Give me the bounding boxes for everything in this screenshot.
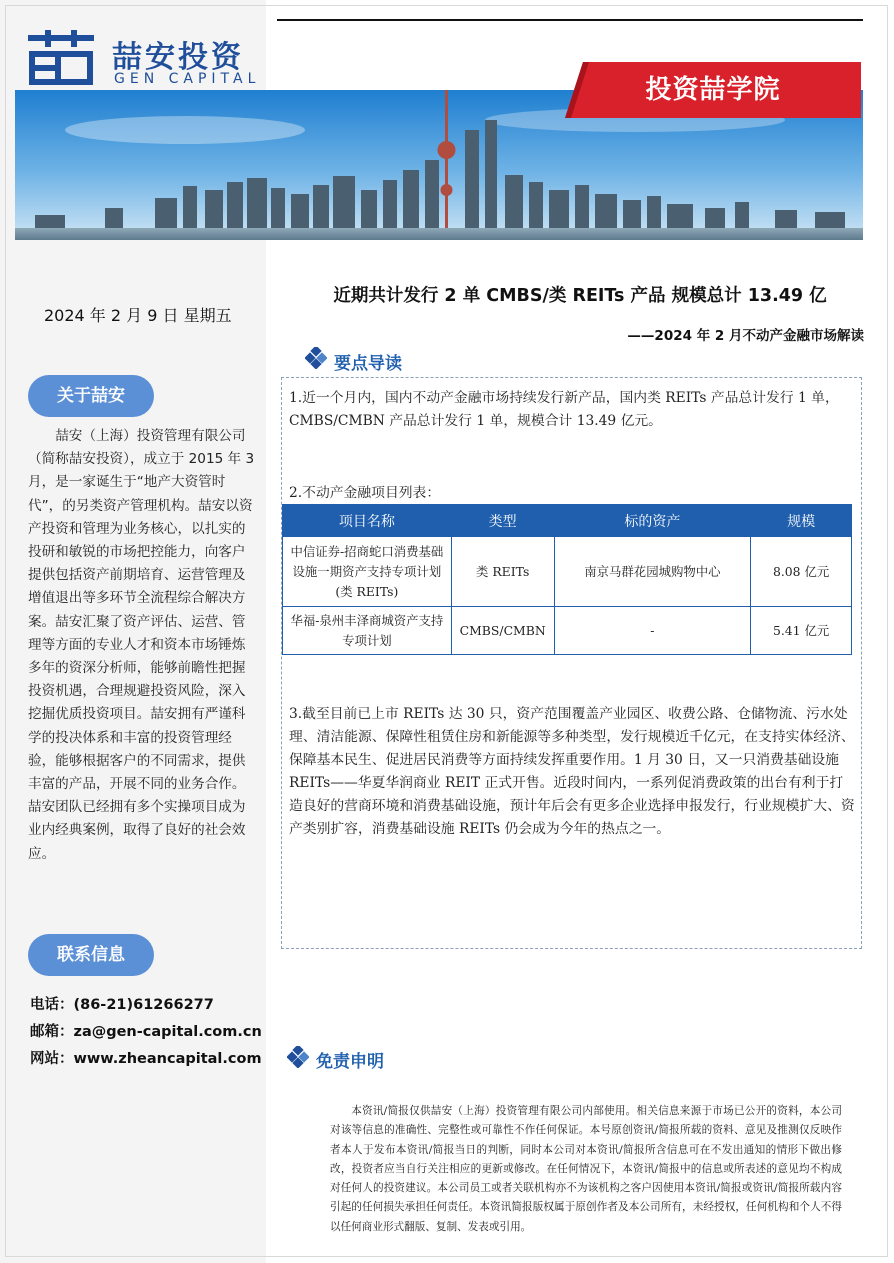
col-header-type: 类型 [451,505,554,537]
disclaimer-body: 本资讯/简报仅供喆安（上海）投资管理有限公司内部使用。相关信息来源于市场已公开的资料，本公司对该等信息的准确性、完整性或可靠性不作任何保证。本号原创资讯/简报所载的资料、意见及推测仅反映作者本人于发布本资讯/简报当日的判断，同时本公司对本资讯/简报所含信息可在不发出通知的情形下做出修改，投资者应当自行关注相应的更新或修改。在任何情况下，本资讯/简报中的信息或所表述的意见均不构成对任何人的投资建议。本公司员工或者关联机构亦不为该机构之客户因使用本资讯/简报或资讯/简报所载内容引起的任何损失承担任何责任。本资讯简报版权属于原创作者及本公司所有，未经授权，任何机构和个人不得以任何商业形式翻版、复制、发表或引用。 [330,1105,842,1233]
disclaimer-heading: 免责申明 [316,1052,384,1072]
cell-type: 类 REITs [451,537,554,607]
keypoints-heading: 要点导读 [334,354,402,374]
brand-name-en: GEN CAPITAL [114,71,261,87]
article-title: 近期共计发行 2 单 CMBS/类 REITs 产品 规模总计 13.49 亿 [333,286,827,306]
cell-asset: - [554,607,751,655]
about-body: 喆安（上海）投资管理有限公司（简称喆安投资），成立于 2015 年 3 月，是一家诞生于“地产大资管时代”，的另类资产管理机构。喆安以资产投资和管理为业务核心，以扎实的投研和敏锐的市场把控能力，向客户提供包括资产前期培育、运营管理及增值退出等多环节全流程综合解决方案。喆安汇聚了资产评估、运营、管理等方面的专业人才和资本市场锤炼多年的资深分析师，能够前瞻性把握投资机遇，合理规避投资风险，深入挖掘优质投资项目。喆安拥有严谨科学的投决体系和丰富的投资管理经验，能够根据客户的不同需求，提供丰富的产品，开展不同的业务合作。喆安团队已经拥有多个实操项目成为业内经典案例，取得了良好的社会效应。 [28,428,255,862]
col-header-asset: 标的资产 [554,505,751,537]
diamond-bullet-icon [287,1046,309,1068]
table-row [283,537,852,607]
about-heading: 关于喆安 [28,375,154,417]
gen-capital-logo-mark [28,30,94,88]
contact-website[interactable]: 网站：www.zheancapital.com [30,1051,262,1067]
contact-heading: 联系信息 [28,934,154,976]
col-header-name: 项目名称 [283,505,452,537]
diamond-bullet-icon [305,347,327,369]
cell-asset: 南京马群花园城购物中心 [554,537,751,607]
col-header-scale: 规模 [751,505,852,537]
brand-name-cn: 喆安投资 [112,40,244,75]
keypoint-1: 1.近一个月内，国内不动产金融市场持续发行新产品，国内类 REITs 产品总计发行 1 单，CMBS/CMBN 产品总计发行 1 单，规模合计 13.49 亿元。 [289,390,839,429]
keypoints-box [281,377,862,949]
cell-scale: 8.08 亿元 [751,537,852,607]
table-header-row [283,505,852,537]
cell-scale: 5.41 亿元 [751,607,852,655]
contact-email[interactable]: 邮箱：za@gen-capital.com.cn [30,1024,262,1040]
header-rule [277,19,863,21]
keypoint-2-label: 2.不动产金融项目列表： [289,485,441,501]
cell-name: 华福-泉州丰泽商城资产支持专项计划 [283,607,452,655]
cell-name: 中信证券-招商蛇口消费基础设施一期资产支持专项计划(类 REITs) [283,537,452,607]
project-table [282,504,852,655]
table-row [283,607,852,655]
article-subtitle: ——2024 年 2 月不动产金融市场解读 [627,328,864,344]
keypoint-3: 3.截至目前已上市 REITs 达 30 只，资产范围覆盖产业园区、收费公路、仓储物流、污水处理、清洁能源、保障性租赁住房和新能源等多种类型，发行规模近千亿元，在支持实体经济、保障基本民生、促进居民消费等方面持续发挥重要作用。1 月 30 日，又一只消费基础设施 REITs——华夏华润商业 REIT 正式开售。近段时间内，一系列促消费政策的出台有利于打造良好的营商环境和消费基础设施，预计年后会有更多企业选择申报发行，行业规模扩大、资产类别扩容，消费基础设施 REITs 仍会成为今年的热点之一。 [289,706,855,837]
cell-type: CMBS/CMBN [451,607,554,655]
publish-date: 2024 年 2 月 9 日 星期五 [44,306,232,325]
contact-phone: 电话：(86-21)61266277 [30,997,214,1013]
column-banner-title: 投资喆学院 [645,75,781,105]
